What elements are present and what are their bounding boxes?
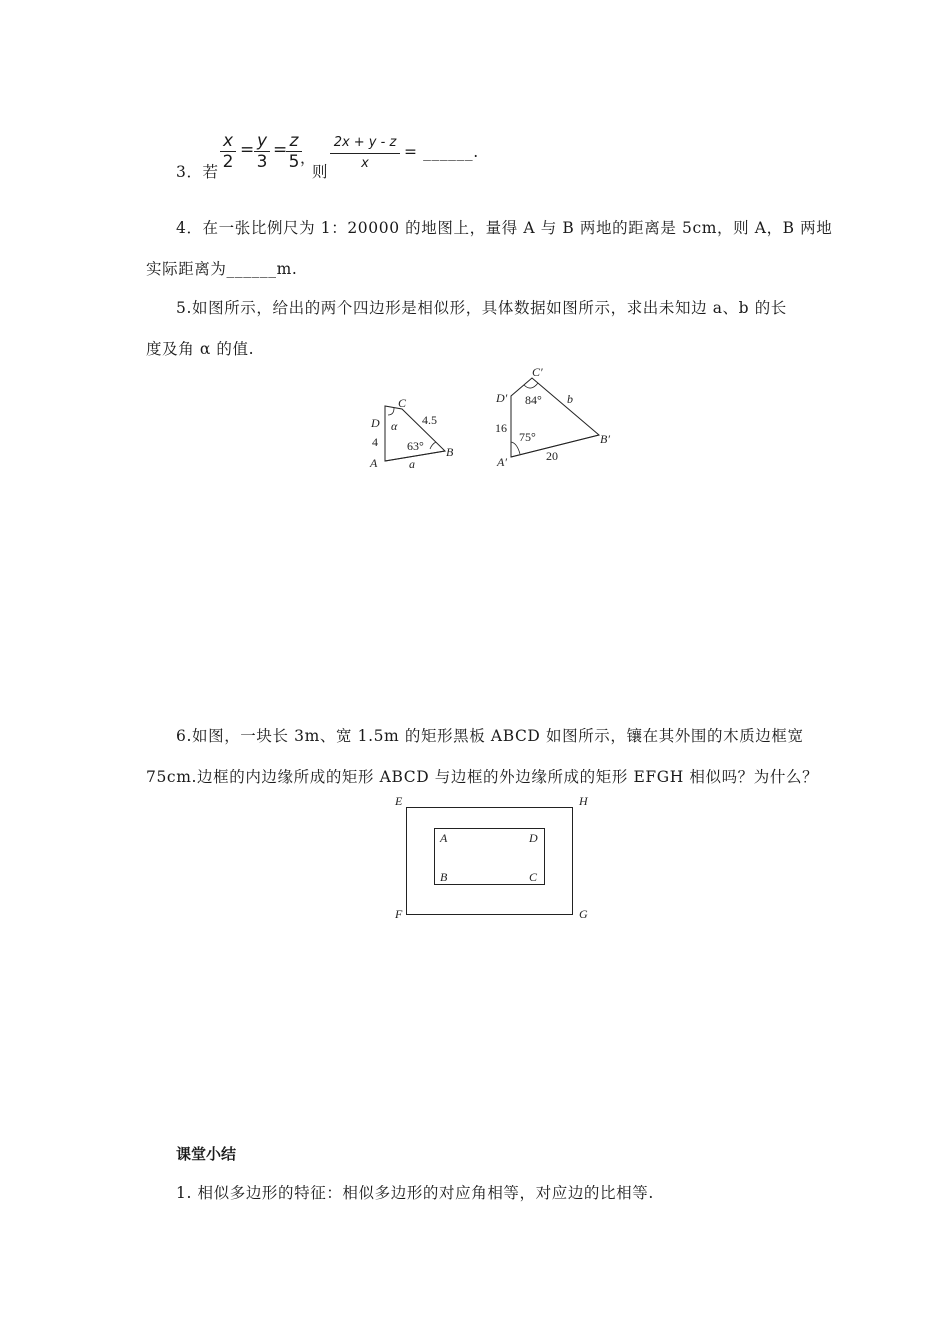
q3-fraction-y: [254, 132, 270, 171]
small-angle-b-value: 63°: [407, 439, 424, 453]
small-quadrilateral: [369, 396, 454, 471]
q3-expression-numerator: 2x + y - z: [333, 135, 397, 150]
label-f: F: [395, 907, 403, 921]
q3-expression-fraction: [330, 134, 400, 173]
small-angle-d-arc: [388, 408, 394, 415]
q3-comma: ，: [300, 149, 317, 167]
q6-line2: 75cm.边框的内边缘所成的矩形 ABCD 与边框的外边缘所成的矩形 EFGH 相似吗？为什么？: [146, 768, 819, 786]
large-side-cb-value: b: [567, 392, 573, 406]
large-quadrilateral: [495, 365, 610, 469]
large-angle-a-value: 75°: [519, 430, 536, 444]
large-label-c: C′: [532, 365, 543, 379]
small-label-c: C: [398, 396, 407, 410]
label-a: A: [440, 831, 448, 845]
small-label-a: A: [370, 456, 378, 470]
q3-then: 则: [312, 163, 329, 181]
q3-x: x: [222, 131, 234, 151]
q3-z: z: [289, 131, 299, 151]
q6-figure: [390, 794, 600, 924]
large-angle-c-arc: [524, 383, 538, 388]
q3-expression-denominator: x: [361, 156, 369, 171]
q3-d3: 5: [288, 152, 300, 172]
q3-eq1: =: [240, 140, 255, 160]
q3-answer-blank: = ______.: [404, 143, 479, 161]
outer-rectangle-efgh: [407, 808, 573, 915]
q4-line2: 实际距离为______m.: [146, 260, 298, 278]
label-g: G: [579, 907, 588, 921]
q6-line1: 6.如图，一块长 3m、宽 1.5m 的矩形黑板 ABCD 如图所示，镶在其外围的木质边框宽: [176, 727, 804, 745]
label-h: H: [579, 794, 588, 808]
label-c: C: [529, 870, 538, 884]
large-angle-d-value: 84°: [525, 393, 542, 407]
small-side-ab-value: a: [409, 457, 415, 471]
summary-title: 课堂小结: [176, 1145, 237, 1163]
q3-d1: 2: [222, 152, 234, 172]
q3-number: 3．若: [176, 163, 219, 181]
small-angle-d-value: α: [391, 419, 398, 433]
large-label-d: D′: [496, 391, 508, 405]
q5-line2: 度及角 α 的值.: [146, 340, 255, 358]
large-label-a: A′: [497, 455, 507, 469]
label-b: B: [440, 870, 448, 884]
large-label-b: B′: [600, 432, 610, 446]
small-side-cb-value: 4.5: [422, 413, 437, 427]
small-label-b: B: [446, 445, 454, 459]
q5-figure: [360, 362, 630, 472]
q3-fraction-x: [220, 132, 236, 171]
large-quadrilateral-outline: [511, 378, 599, 457]
q5-line1: 5.如图所示，给出的两个四边形是相似形，具体数据如图所示，求出未知边 a、b 的长: [176, 299, 787, 317]
label-e: E: [395, 794, 403, 808]
small-angle-b-arc: [430, 442, 436, 449]
q3-eq2: =: [273, 140, 288, 160]
large-side-ab-value: 20: [546, 449, 558, 463]
small-side-ad-value: 4: [372, 435, 378, 449]
label-d: D: [529, 831, 538, 845]
q3-d2: 3: [256, 152, 268, 172]
large-side-ad-value: 16: [495, 421, 507, 435]
small-label-d: D: [371, 416, 380, 430]
q3-y: y: [256, 131, 268, 151]
q4-line1: 4．在一张比例尺为 1：20000 的地图上，量得 A 与 B 两地的距离是 5cm，则 A，B 两地: [176, 219, 833, 237]
inner-rectangle-abcd: [435, 829, 545, 885]
summary-item-1: 1. 相似多边形的特征：相似多边形的对应角相等，对应边的比相等.: [176, 1184, 654, 1202]
